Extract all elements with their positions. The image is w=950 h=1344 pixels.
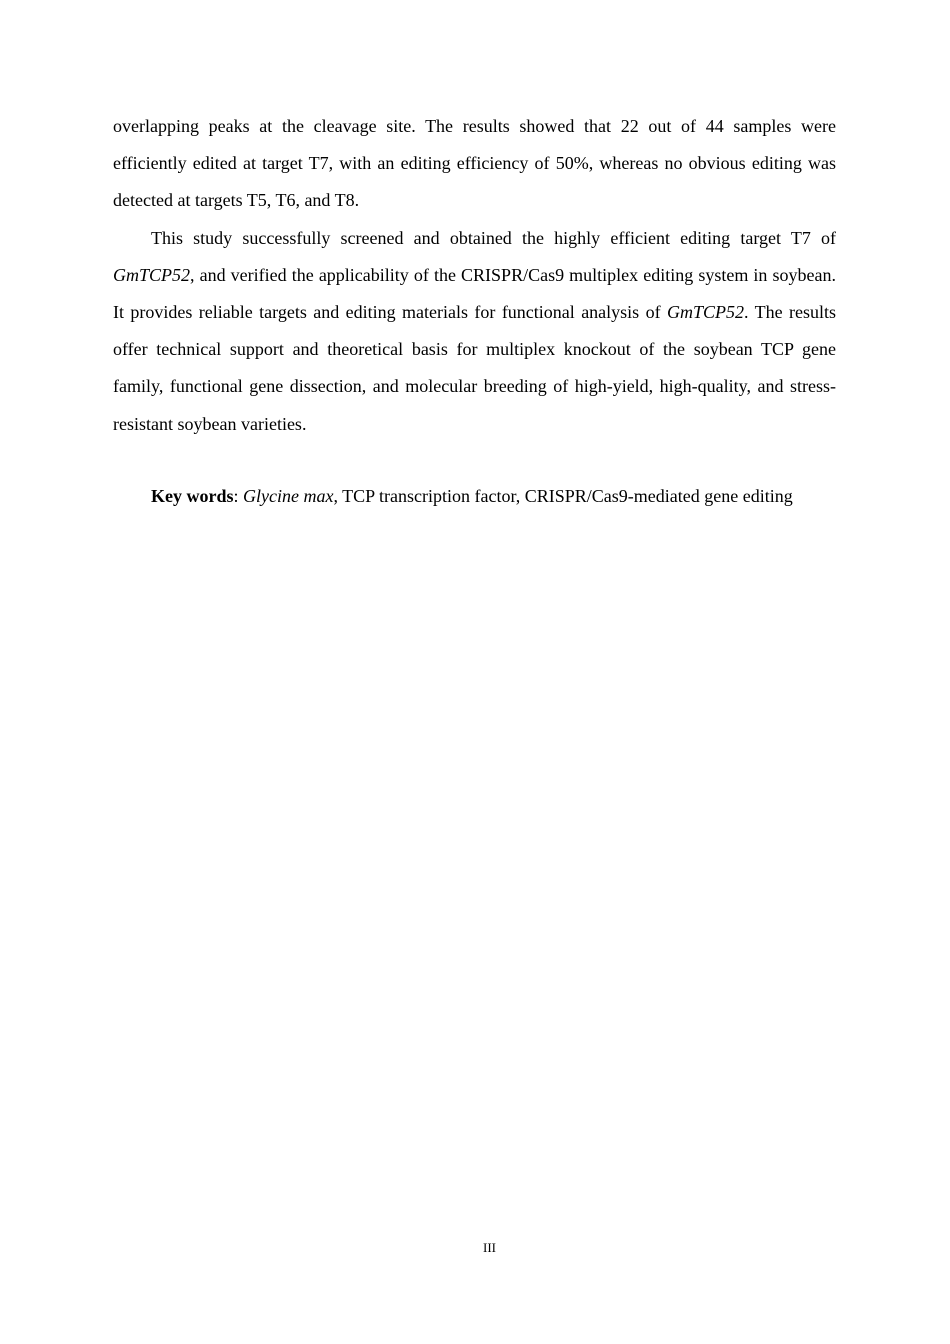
keywords-paragraph <box>113 478 836 515</box>
keyword-species: Glycine max <box>243 485 334 506</box>
abstract-paragraph-2 <box>113 220 836 443</box>
paragraph-2-text-end: . The results offer technical support and theoretical basis for multiplex knockout of the soybean TCP gene family, functional gene dissection, and molecular breeding of high-yield, high-quality, and stress-resistant soybean varieties. <box>113 302 836 434</box>
document-page-body <box>113 108 836 515</box>
paragraph-2-text-middle: , and verified the applicability of the CRISPR/Cas9 multiplex editing system in soybean. It provides reliable targets and editing materials for functional analysis of <box>113 264 836 323</box>
abstract-paragraph-1: overlapping peaks at the cleavage site. The results showed that 22 out of 44 samples were efficiently edited at target T7, with an editing efficiency of 50%, whereas no obvious editing was detected at targets T5, T6, and T8. <box>113 116 836 211</box>
page-number: III <box>483 1240 496 1255</box>
paragraph-2-text-start: This study successfully screened and obtained the highly efficient editing target T7 of <box>151 227 836 248</box>
gene-name-italic: GmTCP52 <box>667 302 745 323</box>
gene-name-italic: GmTCP52 <box>113 264 191 285</box>
keywords-label: Key words <box>151 485 234 506</box>
keywords-colon: : <box>233 485 244 506</box>
keywords-list: , TCP transcription factor, CRISPR/Cas9-mediated gene editing <box>333 485 793 506</box>
